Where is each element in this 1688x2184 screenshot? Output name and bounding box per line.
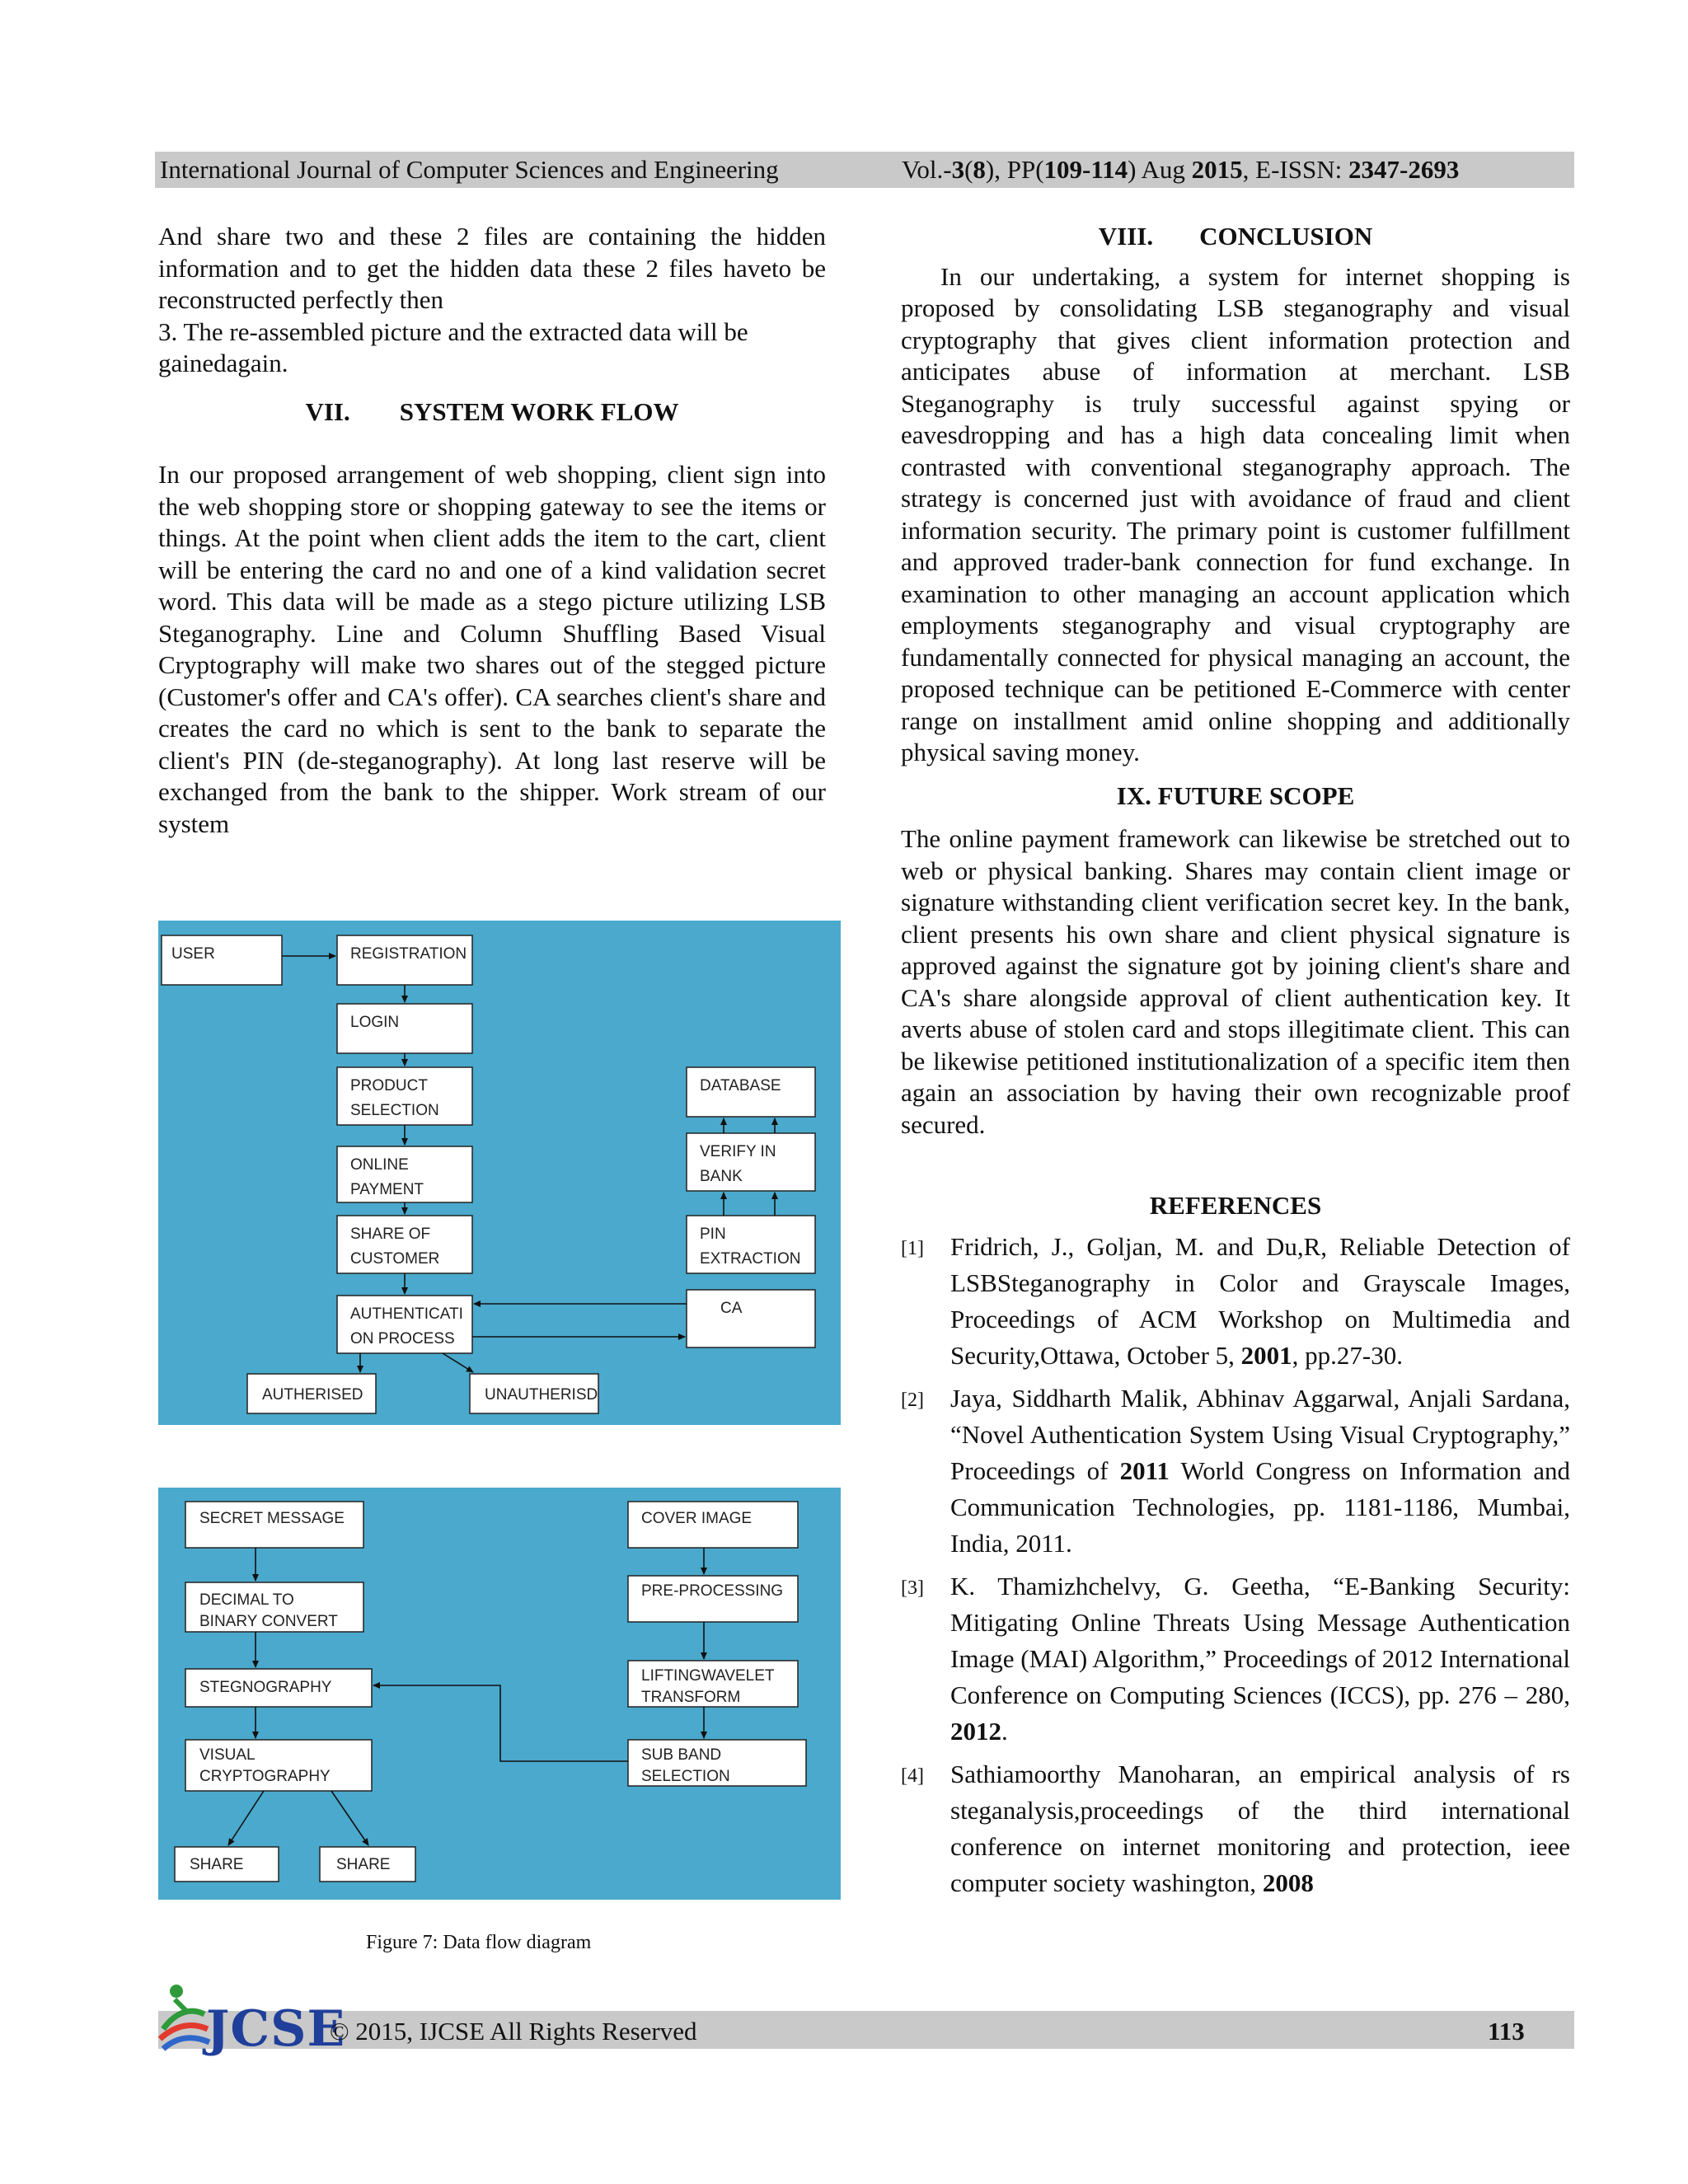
reference-number: [2] [901, 1389, 924, 1411]
label-registration: REGISTRATION [350, 945, 467, 963]
logo-text: JCSE [206, 2000, 346, 2058]
label-share-1: SHARE OF [350, 1226, 431, 1243]
intro-paragraph: And share two and these 2 files are containing the hidden information and to get the hidden data these 2 files haveto be reconstructed perfectly then [158, 222, 826, 314]
page-number: 113 [1488, 2017, 1525, 2046]
label-verify-1: VERIFY IN [700, 1143, 776, 1160]
label-verify-2: BANK [700, 1168, 743, 1185]
label-share-a: SHARE [190, 1856, 244, 1873]
label-subband-2: SELECTION [641, 1768, 730, 1785]
section-7-body: In our proposed arrangement of web shopping, client sign into the web shopping store or shopping gateway to see the items or things. At the point when client adds the item to the cart, client will be entering the card no and one of a kind validation secret word. This data will be made as a stego picture utilizing LSB Steganography. Line and Column Shuffling Based Visual Cryptography will make two shares out of the stegged picture (Customer's offer and CA's offer). CA searches client's share and creates the card no which is sent to the bank to separate the client's PIN (de-steganography). At long last reserve will be exchanged from the bank to the shipper. Work stream of our system [158, 460, 826, 838]
section-9-heading: IX. FUTURE SCOPE [1116, 780, 1355, 810]
running-header [155, 152, 1574, 188]
label-ca: CA [720, 1300, 743, 1317]
reference-number: [3] [901, 1577, 924, 1599]
volume-info: Vol.-3(8), PP(109-114) Aug 2015, E-ISSN: 2347-2693 [902, 155, 1460, 184]
section-9-body: The online payment framework can likewise be stretched out to web or physical banking. Shares may contain client image or signature withstanding client verification secret key. In the bank, client presents his own share and client physical signature is approved against the signature got by joining client's share and CA's share alongside approval of client authentication key. It averts abuse of stolen card and stops illegitimate client. This can be likewise petitioned institutionalization of a specific item then again an association by having their own recognizable proof secured. [901, 824, 1570, 1139]
data-flow-diagram [158, 1488, 841, 1900]
label-online-1: ONLINE [350, 1156, 409, 1174]
label-cover: COVER IMAGE [641, 1510, 753, 1527]
label-user: USER [171, 945, 215, 963]
label-online-2: PAYMENT [350, 1181, 424, 1198]
label-pin-2: EXTRACTION [700, 1250, 801, 1268]
journal-name: International Journal of Computer Sciences and Engineering [160, 155, 779, 184]
label-visual-2: CRYPTOGRAPHY [199, 1768, 331, 1785]
label-login: LOGIN [350, 1014, 400, 1031]
label-authorised: AUTHERISED [262, 1386, 363, 1404]
reference-1: [1] Fridrich, J., Goljan, M. and Du,R, Reliable Detection of LSBSteganography in Color and Grayscale Images, Proceedings of ACM Workshop on Multimedia and Security,Ottawa, October 5, 2001, pp.27-30. [901, 1231, 1570, 1370]
reference-4: [4] Sathiamoorthy Manoharan, an empirical analysis of rs steganalysis,proceedings of the third international conference on internet monitoring and protection, ieee computer society washington, 2008 [901, 1759, 1570, 1897]
reference-number: [4] [901, 1765, 924, 1787]
copyright: © 2015, IJCSE All Rights Reserved [330, 2017, 697, 2046]
label-visual-1: VISUAL [199, 1746, 256, 1764]
reference-3: [3] K. Thamizhchelvy, G. Geetha, “E-Banking Security: Mitigating Online Threats Using Message Authentication Image (MAI) Algorithm,” Proceedings of 2012 International Conference on Computing Sciences (ICCS), pp. 276 – 280, 2012. [901, 1571, 1570, 1746]
figure-caption: Figure 7: Data flow diagram [366, 1932, 592, 1953]
label-auth-1: AUTHENTICATI [350, 1305, 463, 1323]
label-share-b: SHARE [336, 1856, 391, 1873]
label-lifting-2: TRANSFORM [641, 1689, 741, 1706]
intro-step-3: 3. The re-assembled picture and the extracted data will be gainedagain. [158, 316, 748, 377]
label-preproc: PRE-PROCESSING [641, 1582, 784, 1600]
reference-number: [1] [901, 1237, 924, 1259]
reference-2: [2] Jaya, Siddharth Malik, Abhinav Aggarwal, Anjali Sardana, “Novel Authentication System Using Visual Cryptography,” Proceedings of 2011 World Congress on Information and Communication Technologies, pp. 1181-1186, Mumbai, India, 2011. [901, 1383, 1570, 1558]
label-database: DATABASE [700, 1077, 781, 1094]
label-secret: SECRET MESSAGE [199, 1510, 345, 1527]
label-unauthorised: UNAUTHERISD [485, 1386, 598, 1404]
label-stegno: STEGNOGRAPHY [199, 1679, 332, 1696]
section-8-heading: VIII. CONCLUSION [1098, 222, 1373, 251]
system-workflow-diagram [158, 921, 841, 1425]
left-column [158, 221, 826, 840]
label-pin-1: PIN [700, 1226, 726, 1243]
references-heading: REFERENCES [1149, 1191, 1322, 1220]
label-product-2: SELECTION [350, 1102, 439, 1119]
label-auth-2: ON PROCESS [350, 1330, 455, 1347]
section-8-body: In our undertaking, a system for internet shopping is proposed by consolidating LSB steganography and visual cryptography that gives client information protection and anticipates abuse of information at merchant. LSB Steganography is truly successful against spying or eavesdropping and has a high data concealing limit when contrasted with conventional steganography approach. The strategy is concerned just with avoidance of fraud and client information security. The primary point is customer fulfillment and approved trader-bank connection for fund exchange. In examination to other managing an account application which employments steganography and visual cryptography are fundamentally connected for physical managing an account, the proposed technique can be petitioned E-Commerce with center range on installment amid online shopping and additionally physical saving money. [901, 261, 1570, 766]
box-ca [687, 1290, 815, 1347]
label-decimal-2: BINARY CONVERT [199, 1613, 338, 1630]
label-subband-1: SUB BAND [641, 1746, 722, 1764]
right-column [901, 221, 1570, 1901]
section-7-heading: VII. SYSTEM WORK FLOW [305, 396, 679, 426]
label-product-1: PRODUCT [350, 1077, 428, 1094]
label-share-2: CUSTOMER [350, 1250, 440, 1268]
label-decimal-1: DECIMAL TO [199, 1591, 294, 1609]
label-lifting-1: LIFTINGWAVELET [641, 1667, 775, 1685]
